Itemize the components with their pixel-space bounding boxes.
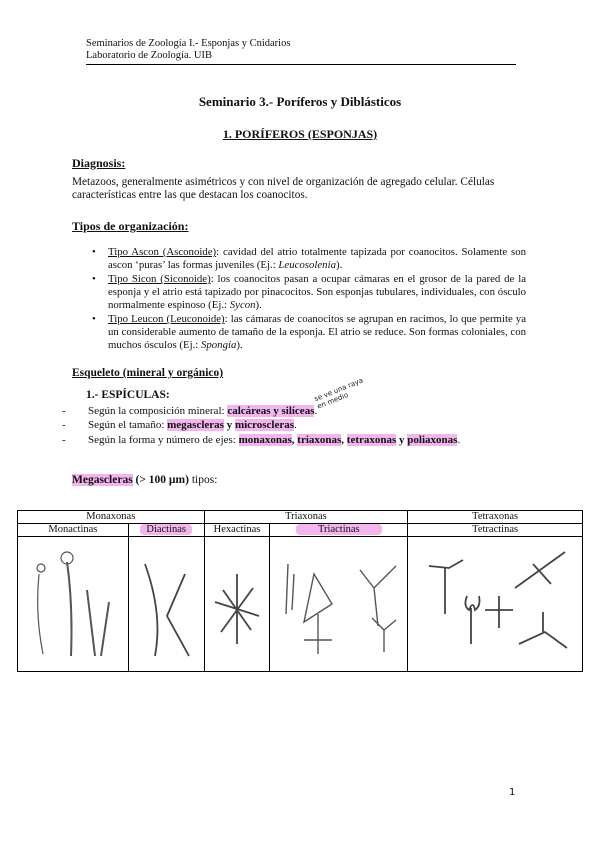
list-item (92, 273, 526, 312)
monactine-spicules-icon (23, 544, 123, 664)
highlight-monaxonas: monaxonas (238, 434, 292, 446)
table-row (18, 524, 583, 537)
criteria-connector: y (223, 419, 235, 431)
tetractinas-illustration (408, 537, 583, 672)
criteria-label: Según la composición mineral: (88, 405, 228, 417)
bullet-icon: • (92, 246, 96, 258)
criteria-line-shape (62, 433, 460, 447)
type-header-monactinas: Monactinas (18, 524, 129, 537)
type-header-tetractinas: Tetractinas (408, 524, 583, 537)
type-term: Tipo Sicon (Siconoide) (108, 273, 211, 285)
monactinas-illustration (18, 537, 129, 672)
table-row (18, 511, 583, 524)
type-text: : las cámaras de coanocitos se agrupan en racimos, lo que permite ya un considerable aumento de tamaño de la esponja. El atrio se reduce. Son formas coloniales, con muchos ósculos (Ej.: (108, 313, 526, 351)
criteria-separator: , (341, 434, 347, 446)
hexactinas-illustration (204, 537, 270, 672)
triactine-spicules-icon (274, 544, 404, 664)
dash-marker: - (62, 419, 66, 431)
hexactine-spicule-icon (209, 544, 265, 664)
espiculas-heading: 1.- ESPÍCULAS: (86, 389, 170, 401)
type-header-hexactinas: Hexactinas (204, 524, 270, 537)
page-number: 1 (509, 787, 516, 798)
header-line-1: Seminarios de Zoología I.- Esponjas y Cnidarios (86, 38, 291, 49)
group-header-monaxonas: Monaxonas (18, 511, 205, 524)
type-text: : los coanocitos pasan a ocupar cámaras en el grosor de la pared de la esponja y el atrio está tapizado por pinacocitos. Son esponjas tubulares, individuales, con ósculo normalmente espinoso (Ej.: (108, 273, 526, 311)
page-header (86, 38, 290, 62)
highlight-calcareas: calcáreas y silíceas (227, 405, 315, 417)
bullet-icon: • (92, 273, 96, 285)
handwritten-note: se ve una raya en medio (313, 376, 365, 411)
type-text: : cavidad del atrio totalmente tapizada por coanocitos. Solamente son ascon ‘puras’ las formas juveniles (Ej.: (108, 246, 526, 271)
tipos-heading: Tipos de organización: (72, 219, 189, 233)
type-end: ). (255, 299, 262, 311)
criteria-line-composition (62, 404, 317, 418)
type-term: Tipo Ascon (Asconoide) (108, 246, 217, 258)
criteria-end: . (294, 419, 297, 431)
criteria-separator: y (396, 434, 408, 446)
diactine-spicules-icon (133, 544, 199, 664)
criteria-end: . (457, 434, 461, 446)
organization-types-list (92, 246, 526, 352)
list-item (92, 313, 526, 352)
section-title: 1. PORÍFEROS (ESPONJAS) (222, 127, 378, 141)
type-example: Spongia (200, 339, 237, 351)
dash-marker: - (62, 434, 66, 446)
spicule-types-table (17, 510, 583, 672)
highlight-megascleras: megascleras (167, 419, 224, 431)
group-header-tetraxonas: Tetraxonas (408, 511, 583, 524)
megascleras-size: (> 100 µm) (132, 474, 189, 486)
criteria-label: Según la forma y número de ejes: (88, 434, 239, 446)
bullet-icon: • (92, 313, 96, 325)
highlight-triaxonas: triaxonas (297, 434, 342, 446)
criteria-line-size (62, 418, 297, 432)
triactinas-illustration (270, 537, 408, 672)
highlight-tetraxonas: tetraxonas (346, 434, 397, 446)
list-item (92, 246, 526, 272)
group-header-triaxonas: Triaxonas (204, 511, 408, 524)
table-row (18, 537, 583, 672)
diagnosis-text: Metazoos, generalmente asimétricos y con nivel de organización de agregado celular. Células características entre las que destacan los coanocitos. (72, 176, 495, 201)
type-term: Tipo Leucon (Leuconoide) (108, 313, 225, 325)
type-header-diactinas (128, 524, 204, 537)
highlight-diactinas: Diactinas (140, 524, 192, 535)
diactinas-illustration (128, 537, 204, 672)
page-title: Seminario 3.- Poríferos y Diblásticos (198, 94, 402, 109)
diagnosis-heading: Diagnosis: (72, 156, 126, 170)
header-rule (86, 64, 516, 65)
tetractine-spicules-icon (415, 544, 575, 664)
dash-marker: - (62, 405, 66, 417)
megascleras-line (72, 474, 217, 486)
type-header-triactinas (270, 524, 408, 537)
megascleras-post: tipos: (188, 474, 218, 486)
header-line-2: Laboratorio de Zoología. UIB (86, 50, 212, 61)
criteria-separator: , (291, 434, 298, 446)
highlight-triactinas: Triactinas (296, 524, 382, 535)
type-end: ). (236, 339, 243, 351)
esqueleto-heading: Esqueleto (mineral y orgánico) (72, 367, 224, 379)
criteria-label: Según el tamaño: (88, 419, 168, 431)
type-example: Leucosolenia (278, 259, 336, 271)
highlight-microscleras: microscleras (234, 419, 294, 431)
highlight-poliaxonas: poliaxonas (407, 434, 458, 446)
type-end: ). (335, 259, 343, 271)
type-example: Sycon (229, 299, 256, 311)
criteria-end: . (314, 405, 318, 417)
highlight-megascleras-label: Megascleras (72, 474, 133, 486)
